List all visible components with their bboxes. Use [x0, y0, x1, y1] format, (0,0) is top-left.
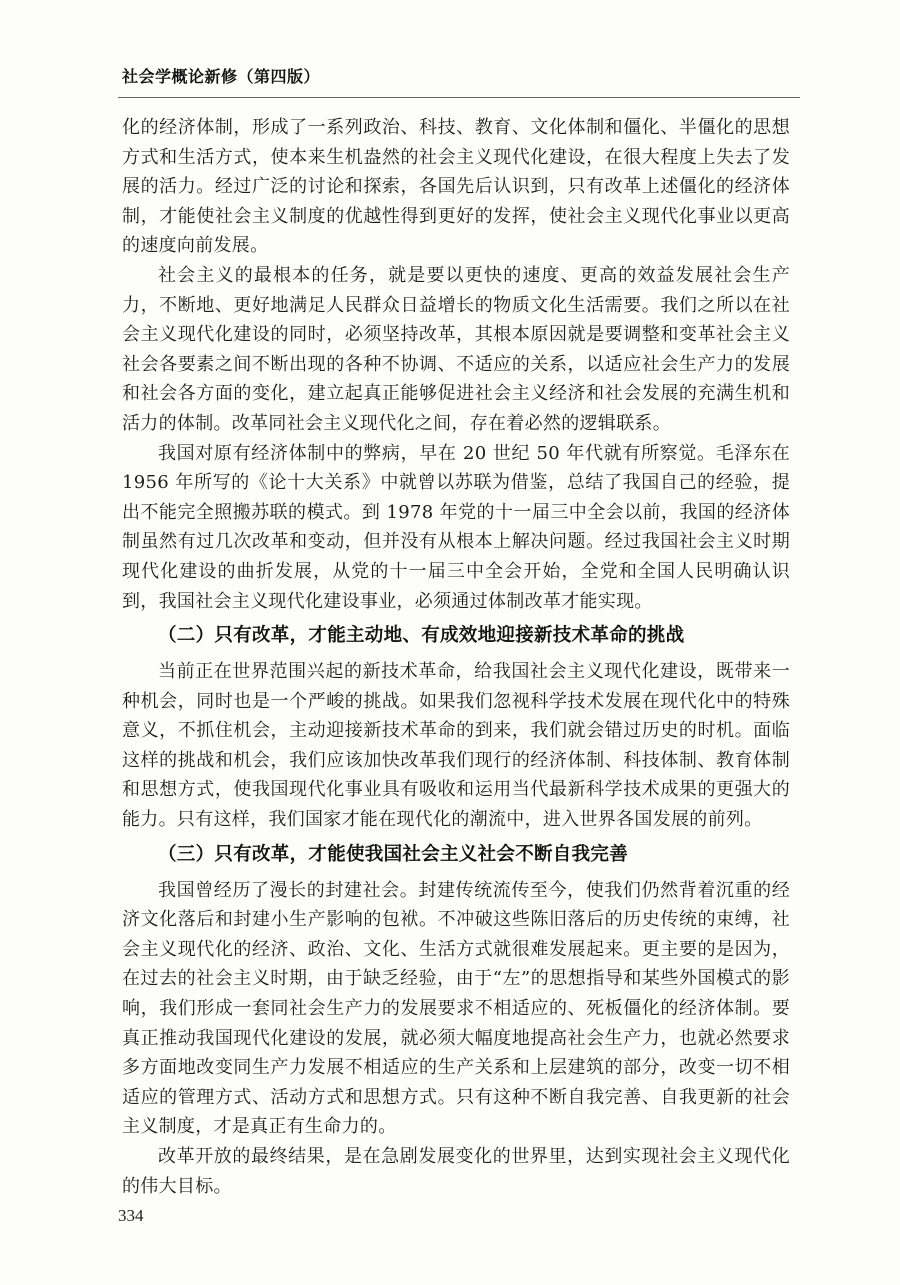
section-heading: （二）只有改革，才能主动地、有成效地迎接新技术革命的挑战 — [158, 625, 685, 647]
body-paragraph: 改革开放的最终结果，是在急剧发展变化的世界里，达到实现社会主义现代化的伟大目标。 — [122, 1146, 790, 1197]
body-paragraph: 我国对原有经济体制中的弊病，早在 20 世纪 50 年代就有所察觉。毛泽东在 1956 年所写的《论十大关系》中就曾以苏联为借鉴，总结了我国自己的经验，提出不能完全照搬苏联的模式。到 1978 年党的十一届三中全会以前，我国的经济体制虽然有过几次改革和变动，但并没有从根本上解决问题。经过我国社会主义时期现代化建设的曲折发展，从党的十一届三中全会开始，全党和全国人民明确认识到，我国社会主义现代化建设事业，必须通过体制改革才能实现。 — [122, 442, 790, 612]
page-body — [122, 113, 790, 1201]
running-header: 社会学概论新修（第四版） — [122, 67, 321, 86]
section-heading: （三）只有改革，才能使我国社会主义社会不断自我完善 — [158, 843, 629, 865]
body-paragraph: 化的经济体制，形成了一系列政治、科技、教育、文化体制和僵化、半僵化的思想方式和生活方式，使本来生机盎然的社会主义现代化建设，在很大程度上失去了发展的活力。经过广泛的讨论和探索，各国先后认识到，只有改革上述僵化的经济体制，才能使社会主义制度的优越性得到更好的发挥，使社会主义现代化事业以更高的速度向前发展。 — [122, 117, 790, 257]
page-number: 334 — [118, 1206, 144, 1225]
body-paragraph: 我国曾经历了漫长的封建社会。封建传统流传至今，使我们仍然背着沉重的经济文化落后和封建小生产影响的包袱。不冲破这些陈旧落后的历史传统的束缚，社会主义现代化的经济、政治、文化、生活方式就很难发展起来。更主要的是因为，在过去的社会主义时期，由于缺乏经验，由于“左”的思想指导和某些外国模式的影响，我们形成一套同社会生产力的发展要求不相适应的、死板僵化的经济体制。要真正推动我国现代化建设的发展，就必须大幅度地提高社会生产力，也就必然要求多方面地改变同生产力发展不相适应的生产关系和上层建筑的部分，改变一切不相适应的管理方式、活动方式和思想方式。只有这种不断自我完善、自我更新的社会主义制度，才是真正有生命力的。 — [122, 879, 790, 1138]
body-paragraph: 当前正在世界范围兴起的新技术革命，给我国社会主义现代化建设，既带来一种机会，同时也是一个严峻的挑战。如果我们忽视科学技术发展在现代化中的特殊意义，不抓住机会，主动迎接新技术革命的到来，我们就会错过历史的时机。面临这样的挑战和机会，我们应该加快改革我们现行的经济体制、科技体制、教育体制和思想方式，使我国现代化事业具有吸收和运用当代最新科学技术成果的更强大的能力。只有这样，我们国家才能在现代化的潮流中，进入世界各国发展的前列。 — [122, 661, 790, 831]
header-rule — [118, 97, 800, 98]
body-paragraph: 社会主义的最根本的任务，就是要以更快的速度、更高的效益发展社会生产力，不断地、更好地满足人民群众日益增长的物质文化生活需要。我们之所以在社会主义现代化建设的同时，必须坚持改革，其根本原因就是要调整和变革社会主义社会各要素之间不断出现的各种不协调、不适应的关系，以适应社会生产力的发展和社会各方面的变化，建立起真正能够促进社会主义经济和社会发展的充满生机和活力的体制。改革同社会主义现代化之间，存在着必然的逻辑联系。 — [122, 264, 790, 434]
